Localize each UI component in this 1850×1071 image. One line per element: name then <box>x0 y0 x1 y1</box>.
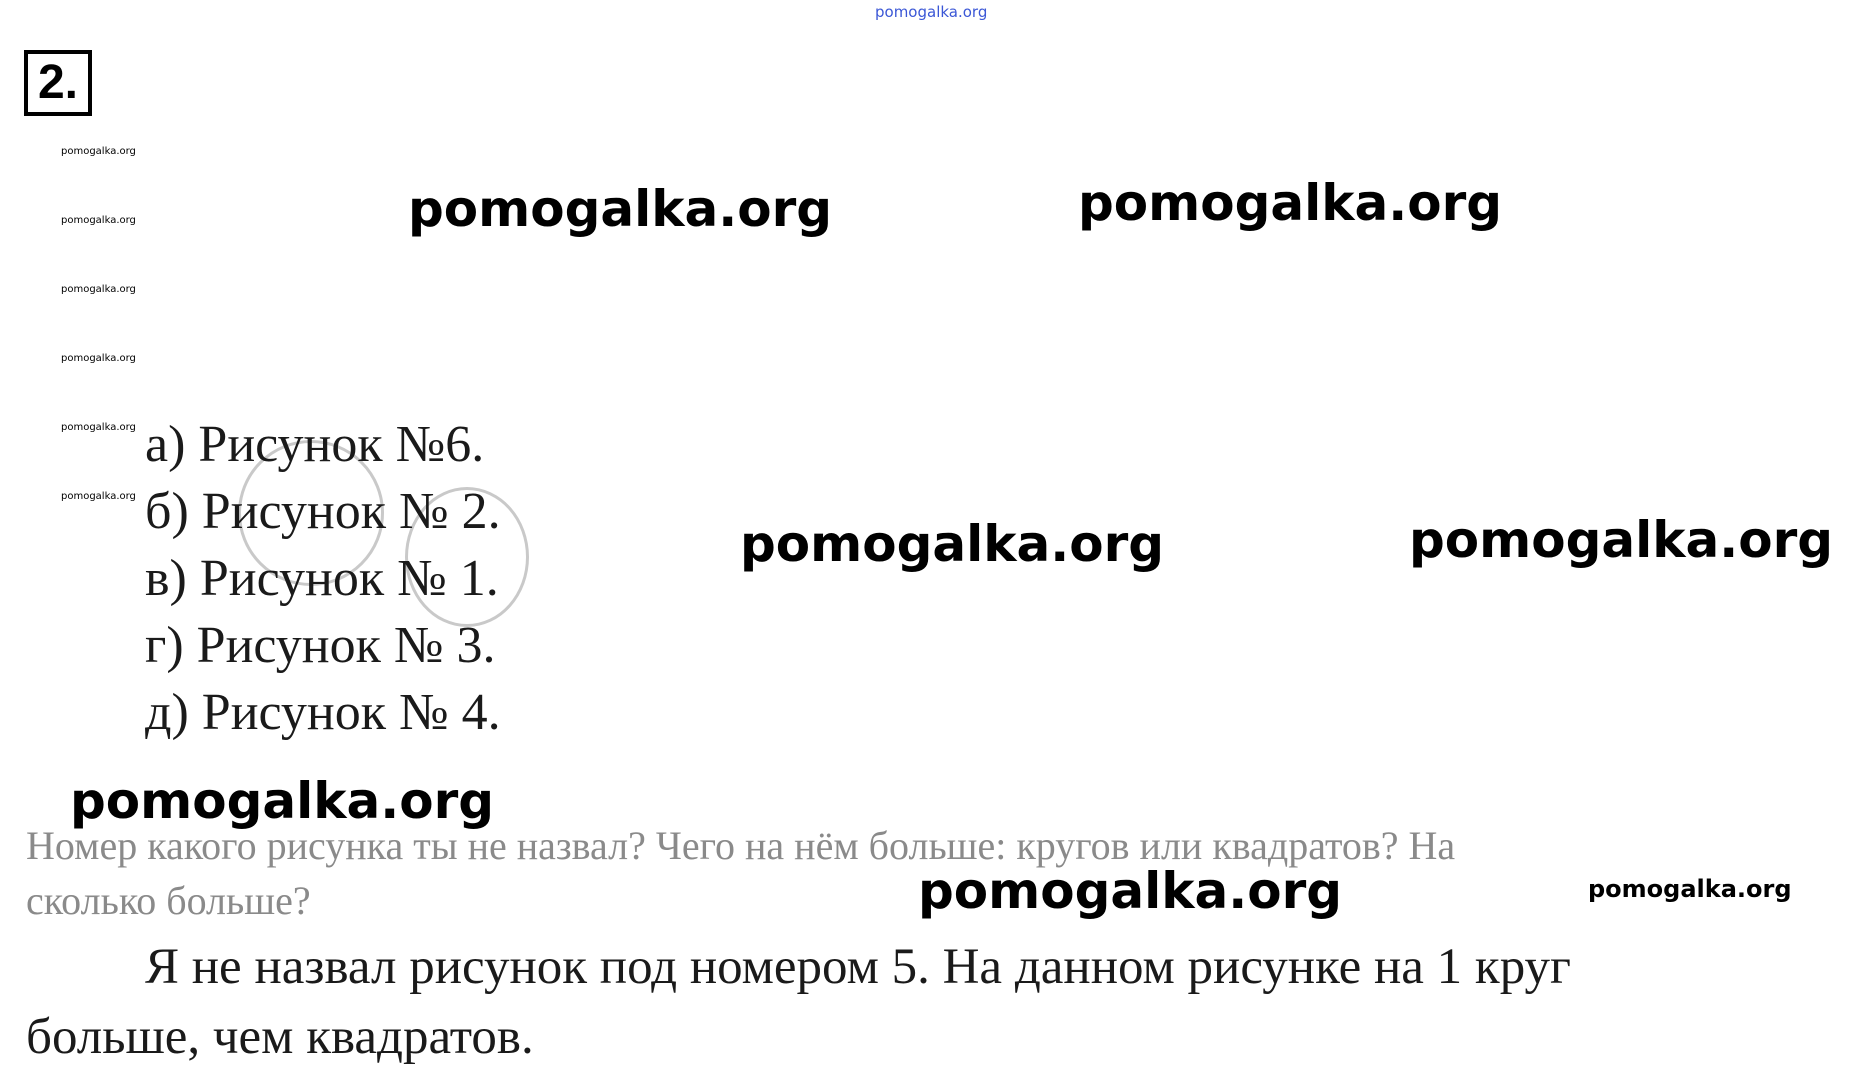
watermark-large: pomogalka.org <box>1078 174 1503 232</box>
answer-g: г) Рисунок № 3. <box>145 617 496 674</box>
answer-v: в) Рисунок № 1. <box>145 550 499 607</box>
watermark-small: pomogalka.org <box>61 215 136 226</box>
watermark-large: pomogalka.org <box>740 515 1165 573</box>
watermark-large: pomogalka.org <box>408 180 833 238</box>
question-line-1: Номер какого рисунка ты не назвал? Чего на нём больше: кругов или квадратов? На <box>26 823 1456 868</box>
watermark-small: pomogalka.org <box>61 422 136 433</box>
answer-text-line-1: Я не назвал рисунок под номером 5. На данном рисунке на 1 круг <box>145 939 1571 995</box>
watermark-large: pomogalka.org <box>70 772 495 830</box>
answer-text-line-2: больше, чем квадратов. <box>26 1009 534 1065</box>
answer-b: б) Рисунок № 2. <box>145 483 501 540</box>
watermark-small: pomogalka.org <box>61 146 136 157</box>
answer-a: а) Рисунок №6. <box>145 416 485 473</box>
watermark-small: pomogalka.org <box>61 353 136 364</box>
watermark-small: pomogalka.org <box>61 284 136 295</box>
task-number: 2. <box>24 50 92 116</box>
answer-d: д) Рисунок № 4. <box>145 684 501 741</box>
watermark-large: pomogalka.org <box>918 862 1343 920</box>
watermark-small: pomogalka.org <box>61 491 136 502</box>
watermark-large: pomogalka.org <box>1409 511 1834 569</box>
watermark-top: pomogalka.org <box>875 3 988 21</box>
watermark-medium: pomogalka.org <box>1588 875 1792 903</box>
question-line-2: сколько больше? <box>26 878 311 923</box>
